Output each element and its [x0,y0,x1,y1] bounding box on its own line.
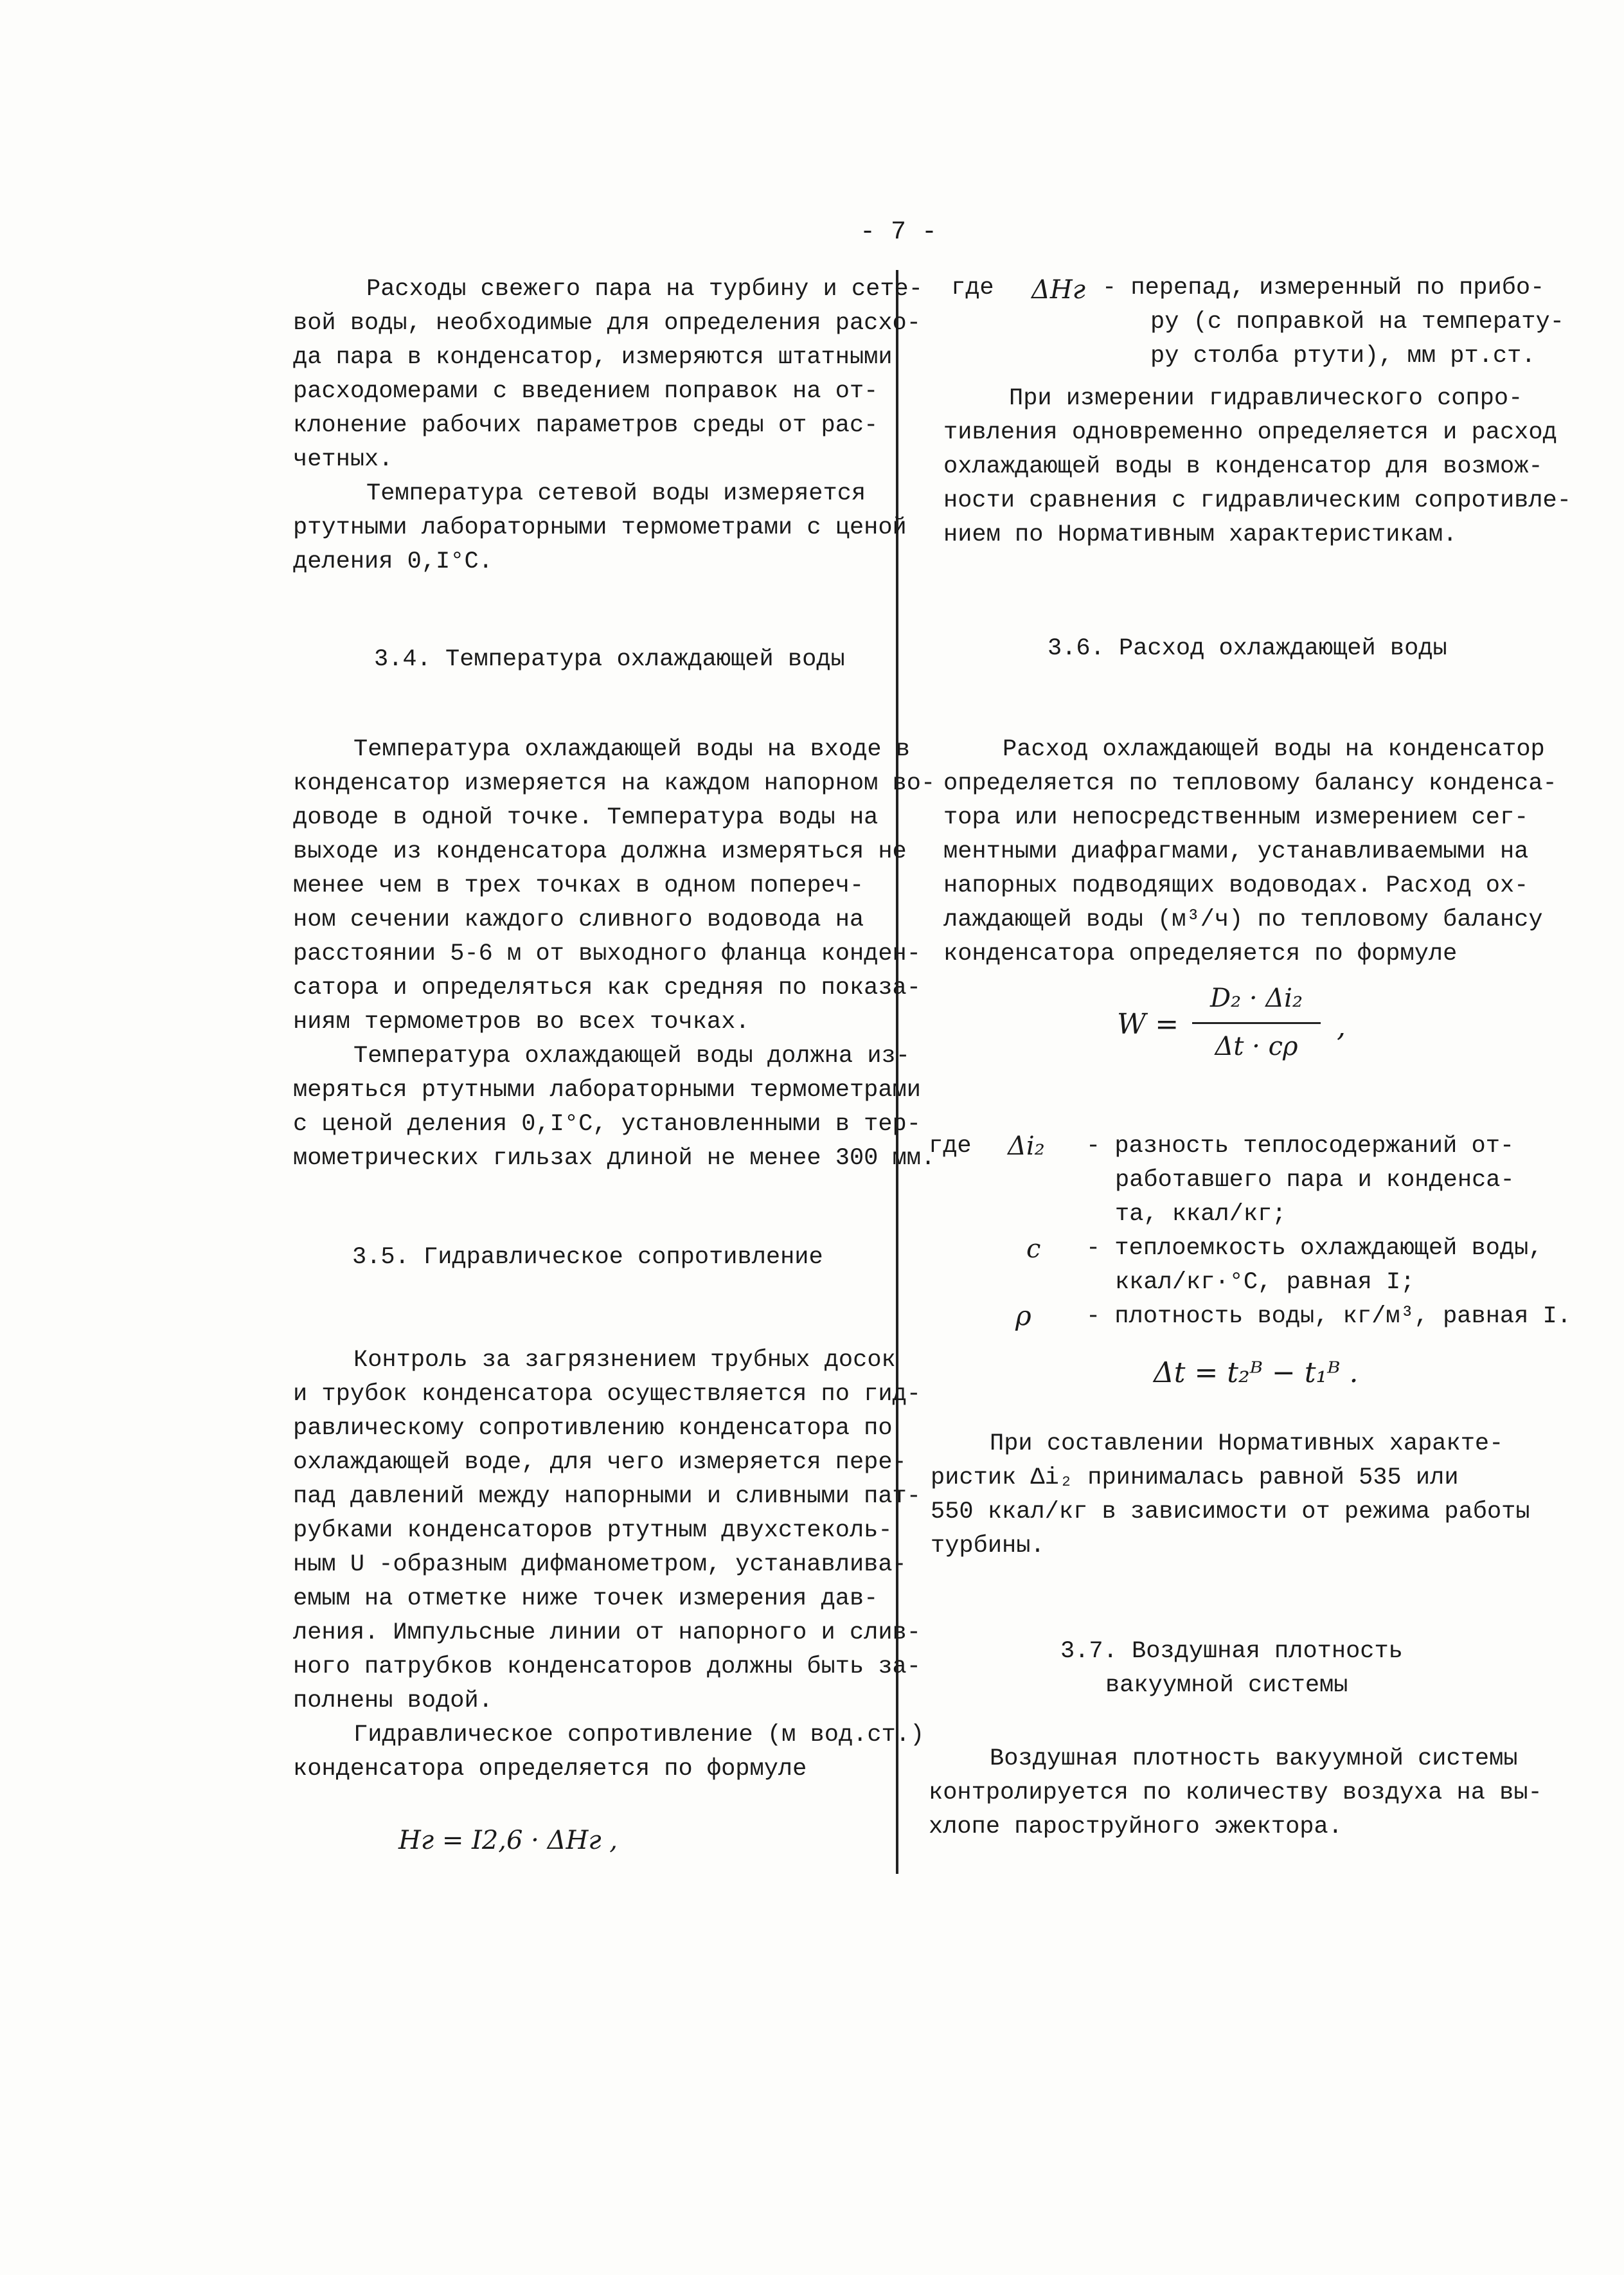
text-line: расстоянии 5-6 м от выходного фланца конден- [293,940,921,967]
text-line: мометрических гильзах длиной не менее 300 мм. [293,1145,936,1172]
text-line: менее чем в трех точках в одном попереч- [293,872,864,899]
text-line: ниям термометров во всех точках. [293,1009,750,1036]
heading-line: вакуумной системы [1105,1672,1348,1699]
text-line: деления 0,I°C. [293,548,493,575]
text-line: - плотность воды, кг/м³, равная I. [1086,1303,1571,1330]
text-line: 550 ккал/кг в зависимости от режима работы [931,1498,1530,1525]
text-line: нием по Нормативным характеристикам. [943,521,1458,548]
fraction-bar [1192,1022,1321,1024]
text-line: Расход охлаждающей воды на конденсатор [1003,736,1545,763]
variable-delta-h: ΔHг [1031,275,1085,305]
text-line: емым на отметке ниже точек измерения дав- [293,1585,879,1612]
formula-hydraulic-resistance: Hг = I2,6 · ΔHг , [398,1826,618,1855]
text-line: та, ккал/кг; [1115,1201,1287,1228]
text-line: контролируется по количеству воздуха на вы- [929,1779,1542,1806]
text-line: ного патрубков конденсаторов должны быть за- [293,1653,921,1680]
where-label: где [929,1133,972,1160]
text-line: конденсатора определяется по формуле [943,940,1458,967]
text-line: ртутными лабораторными термометрами с ценой [293,514,907,541]
text-line: Температура сетевой воды измеряется [366,480,866,507]
text-line: расходомерами с введением поправок на от- [293,378,879,405]
text-line: напорных подводящих водоводах. Расход ох- [943,872,1529,899]
formula-delta-t: Δt = t₂ᴮ − t₁ᴮ . [1154,1356,1359,1389]
text-line: охлаждающей воды в конденсатор для возмож- [943,453,1543,480]
heading-line: 3.7. Воздушная плотность [1060,1638,1403,1665]
text-line: охлаждающей воде, для чего измеряется пере- [293,1449,907,1476]
text-line: ккал/кг·°C, равная I; [1115,1269,1415,1296]
text-line: полнены водой. [293,1687,493,1714]
text-line: равлическому сопротивлению конденсатора по [293,1415,893,1442]
text-line: рубками конденсаторов ртутным двухстеколь- [293,1517,893,1544]
text-line: При измерении гидравлического сопро- [1009,385,1523,412]
text-line: Гидравлическое сопротивление (м вод.ст.) [353,1722,925,1749]
text-line: тивления одновременно определяется и расход [943,419,1557,446]
text-line: ментными диафрагмами, устанавливаемыми на [943,838,1529,865]
text-line: тора или непосредственным измерением сег- [943,804,1529,831]
text-line: Контроль за загрязнением трубных досок [353,1347,896,1374]
text-line: ном сечении каждого сливного водовода на [293,906,864,933]
variable-c: c [1026,1234,1041,1264]
text-line: доводе в одной точке. Температура воды на [293,804,879,831]
text-line: конденсатор измеряется на каждом напорном во- [293,770,936,797]
text-line: пад давлений между напорными и сливными пат- [293,1483,921,1510]
text-line: конденсатора определяется по формуле [293,1756,807,1783]
text-line: вой воды, необходимые для определения расхо- [293,310,921,337]
text-line: ру столба ртути), мм рт.ст. [1150,343,1536,370]
formula-numerator: D₂ · Δi₂ [1210,984,1303,1013]
text-line: клонение рабочих параметров среды от рас- [293,412,879,439]
text-line: При составлении Нормативных характе- [990,1430,1504,1457]
section-heading-3-4: 3.4. Температура охлаждающей воды [374,646,845,673]
text-line: да пара в конденсатор, измеряются штатными [293,344,893,371]
page-number: - 7 - [860,218,938,247]
text-line: хлопе пароструйного эжектора. [929,1813,1343,1840]
formula-lhs: W = [1117,1008,1179,1041]
text-line: ности сравнения с гидравлическим сопротивле- [943,487,1571,514]
text-line: сатора и определяться как средняя по показа- [293,975,921,1002]
variable-delta-i2: Δi₂ [1008,1131,1045,1161]
text-line: Температура охлаждающей воды должна из- [353,1043,910,1070]
section-heading-3-6: 3.6. Расход охлаждающей воды [1048,635,1447,662]
text-line: работавшего пара и конденса- [1115,1167,1515,1194]
text-line: и трубок конденсатора осуществляется по гид- [293,1381,921,1408]
text-line: - разность теплосодержаний от- [1086,1133,1515,1160]
text-line: с ценой деления 0,I°C, установленными в тер- [293,1111,921,1138]
text-line: лаждающей воды (м³/ч) по тепловому балансу [943,906,1543,933]
text-line: Воздушная плотность вакуумной системы [990,1745,1518,1772]
text-line: ру (с поправкой на температу- [1150,309,1564,336]
text-line: определяется по тепловому балансу конденса- [943,770,1557,797]
where-label: где [951,274,994,301]
text-line: четных. [293,446,393,473]
text-line: Расходы свежего пара на турбину и сете- [366,276,923,303]
formula-denominator: Δt · cρ [1215,1032,1298,1061]
text-line: - перепад, измеренный по прибо- [1102,274,1545,301]
text-line: выходе из конденсатора должна измеряться не [293,838,907,865]
text-line: ным U -образным дифманометром, устанавлива- [293,1551,907,1578]
variable-rho: ρ [1015,1300,1031,1331]
text-line: турбины. [931,1533,1045,1560]
text-line: меряться ртутными лабораторными термометрами [293,1077,921,1104]
formula-tail: , [1337,1011,1346,1043]
text-line: ления. Импульсные линии от напорного и слив- [293,1619,921,1646]
text-line: Температура охлаждающей воды на входе в [353,736,910,763]
section-heading-3-5: 3.5. Гидравлическое сопротивление [352,1244,823,1271]
text-line: - теплоемкость охлаждающей воды, [1086,1235,1543,1262]
text-line: ристик Δi₂ принималась равной 535 или [931,1464,1459,1491]
